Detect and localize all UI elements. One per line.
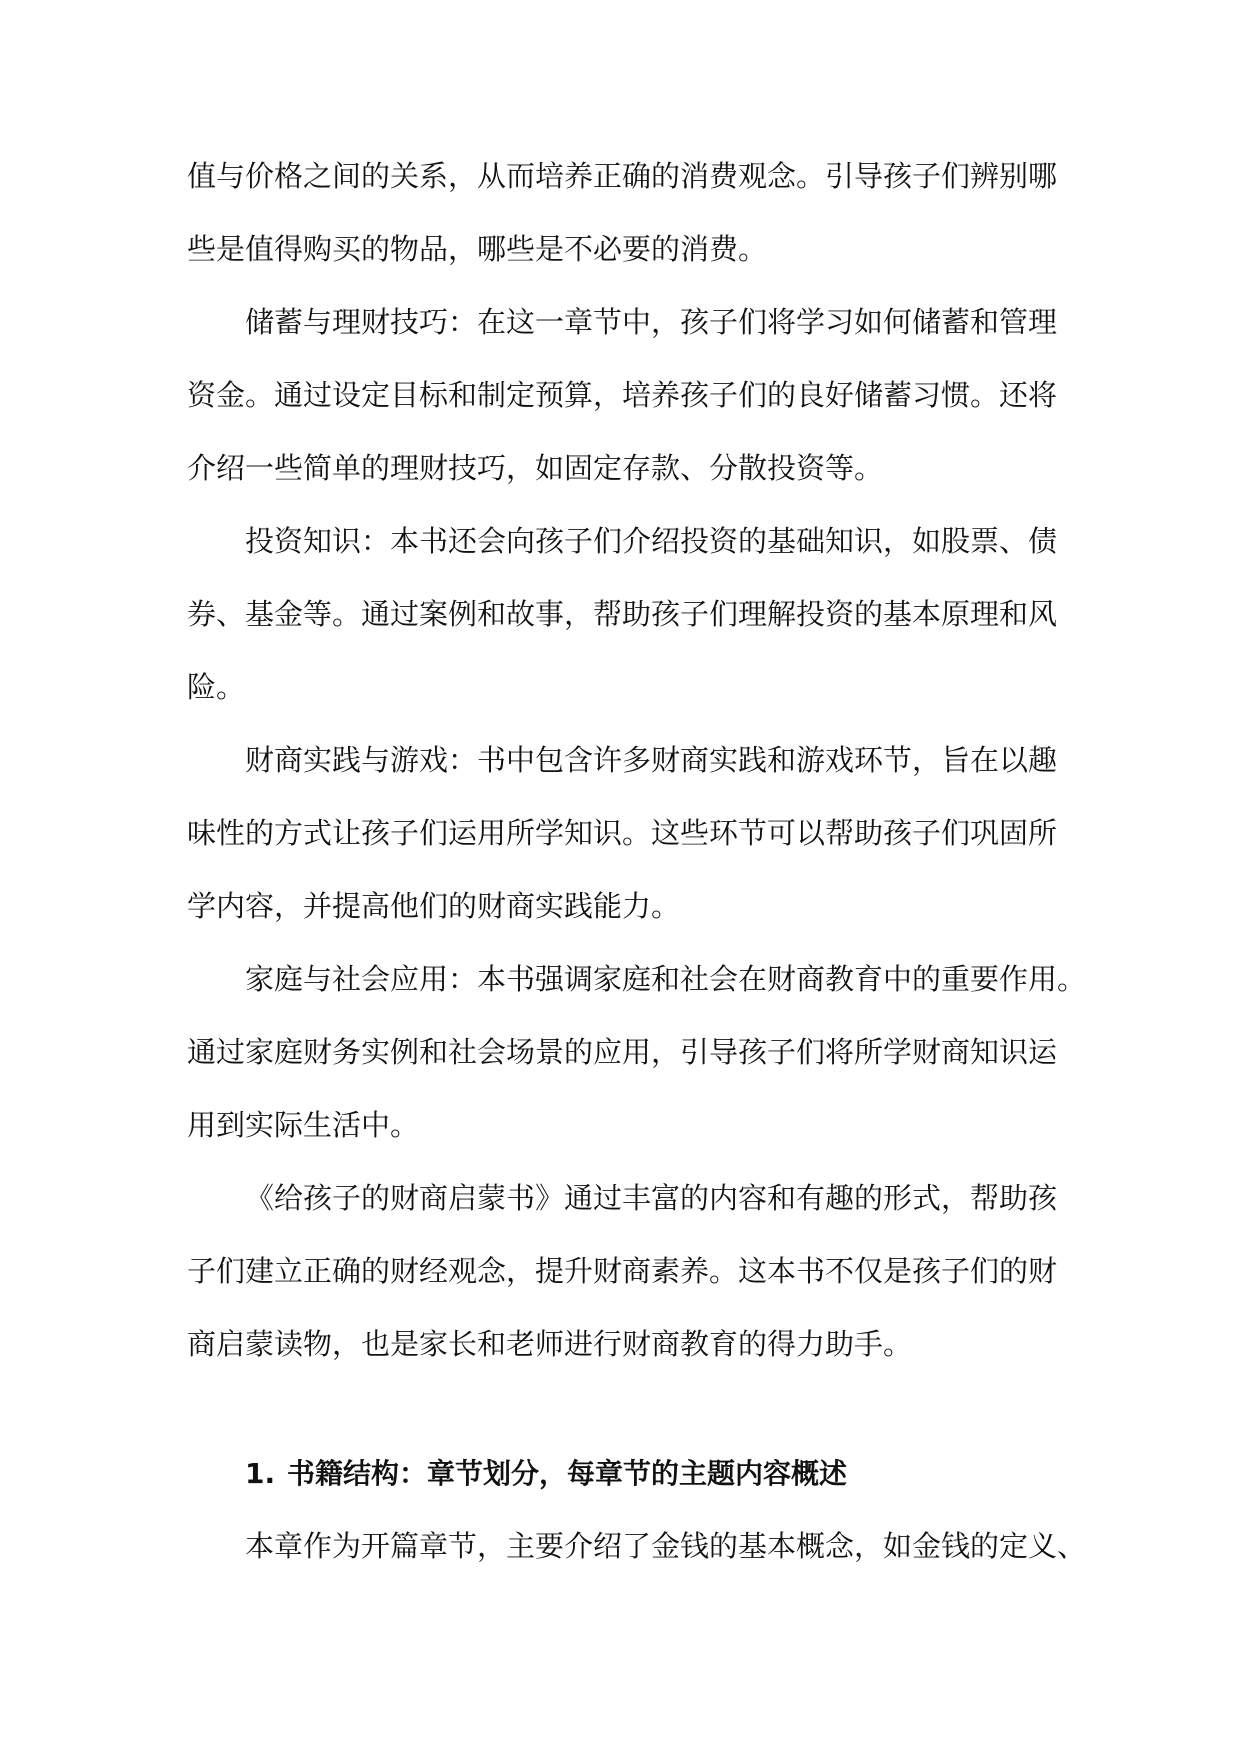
- text-line: 投资知识：本书还会向孩子们介绍投资的基础知识，如股票、债: [245, 524, 1058, 558]
- text-line: 储蓄与理财技巧：在这一章节中，孩子们将学习如何储蓄和管理: [245, 305, 1058, 339]
- text-line: 学内容，并提高他们的财商实践能力。: [187, 889, 681, 923]
- text-line: 用到实际生活中。: [187, 1108, 420, 1142]
- text-line: 资金。通过设定目标和制定预算，培养孩子们的良好储蓄习惯。还将: [187, 378, 1058, 412]
- section-number: 1.: [245, 1457, 276, 1490]
- paragraph: [187, 140, 1057, 286]
- text-line: 券、基金等。通过案例和故事，帮助孩子们理解投资的基本原理和风: [187, 597, 1058, 631]
- section-title: 书籍结构：章节划分，每章节的主题内容概述: [287, 1457, 848, 1490]
- paragraph: [187, 1162, 1057, 1381]
- text-line: 险。: [187, 670, 246, 704]
- text-line: 子们建立正确的财经观念，提升财商素养。这本书不仅是孩子们的财: [187, 1254, 1058, 1288]
- text-line: 财商实践与游戏：书中包含许多财商实践和游戏环节，旨在以趣: [245, 743, 1058, 777]
- text-line: 本章作为开篇章节，主要介绍了金钱的基本概念，如金钱的定义、: [245, 1529, 1087, 1563]
- document-body: [187, 140, 1087, 1583]
- paragraph: [187, 724, 1057, 943]
- text-line: 味性的方式让孩子们运用所学知识。这些环节可以帮助孩子们巩固所: [187, 816, 1058, 850]
- paragraph: [187, 505, 1057, 724]
- text-line: 介绍一些简单的理财技巧，如固定存款、分散投资等。: [187, 451, 884, 485]
- text-line: 家庭与社会应用：本书强调家庭和社会在财商教育中的重要作用。: [245, 962, 1087, 996]
- text-line: 通过家庭财务实例和社会场景的应用，引导孩子们将所学财商知识运: [187, 1035, 1058, 1069]
- text-line: 商启蒙读物，也是家长和老师进行财商教育的得力助手。: [187, 1327, 913, 1361]
- section-heading: [187, 1437, 1057, 1510]
- paragraph: [187, 286, 1057, 505]
- text-line: 《给孩子的财商启蒙书》通过丰富的内容和有趣的形式，帮助孩: [245, 1181, 1058, 1215]
- text-line: 值与价格之间的关系，从而培养正确的消费观念。引导孩子们辨别哪: [187, 159, 1058, 193]
- paragraph: [187, 943, 1087, 1162]
- paragraph: [187, 1510, 1087, 1583]
- text-line: 些是值得购买的物品，哪些是不必要的消费。: [187, 232, 768, 266]
